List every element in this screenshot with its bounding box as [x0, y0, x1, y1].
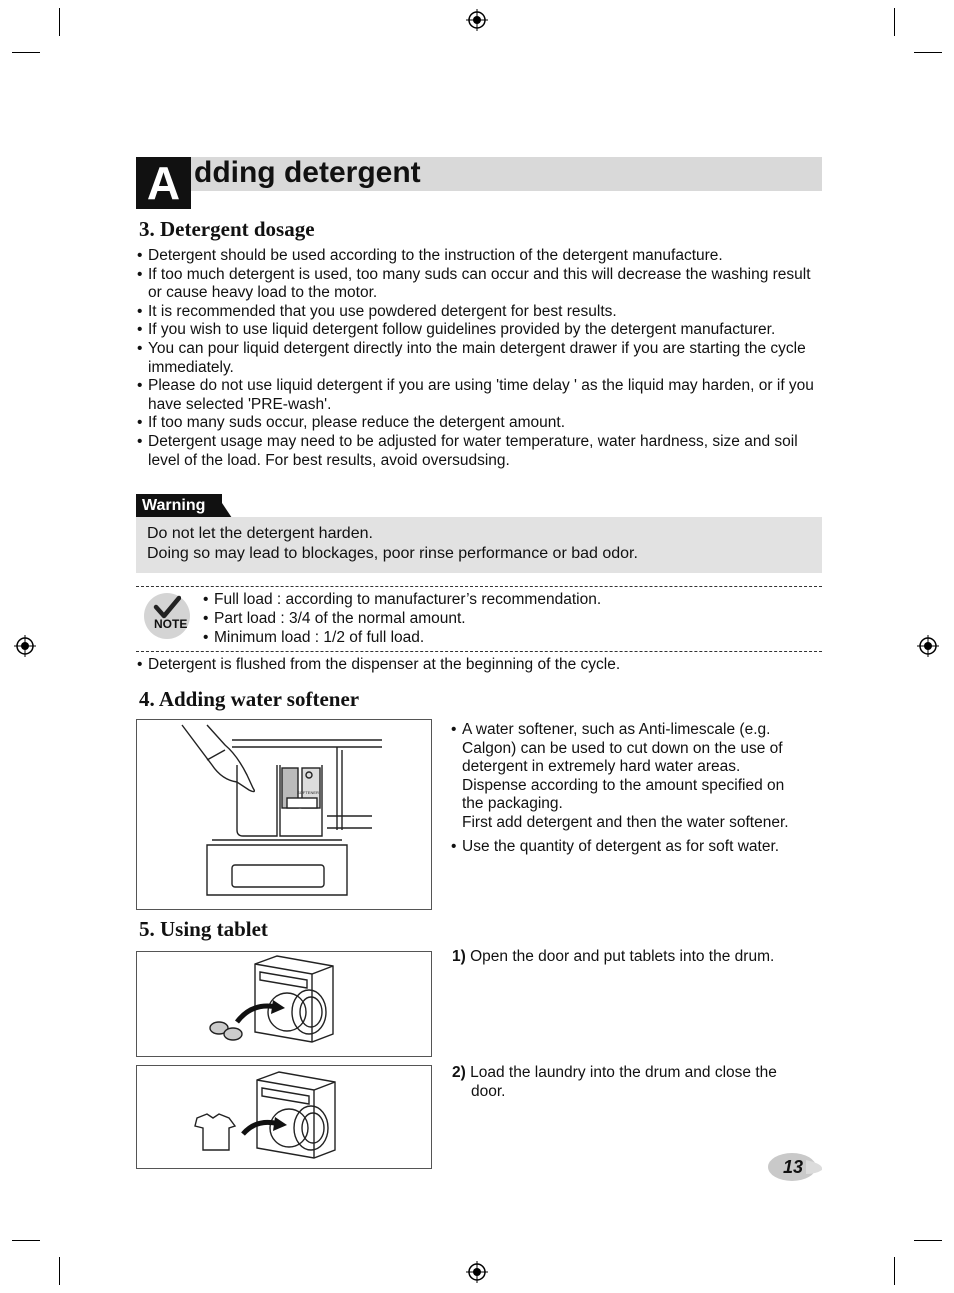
flush-note: [137, 656, 827, 675]
step-2: [452, 1064, 822, 1101]
step-1: [452, 948, 774, 967]
step-text-continued: door.: [471, 1082, 506, 1100]
checkmark-icon: [153, 595, 181, 619]
list-item: • Full load : according to manufacturer’s recommendation.: [203, 590, 803, 609]
tablet-illustration: [136, 951, 432, 1057]
crop-mark: [914, 52, 942, 53]
note-list: [203, 590, 803, 647]
list-item: • If you wish to use liquid detergent follow guidelines provided by the detergent manufacturer.: [137, 321, 827, 340]
section-heading-water-softener: 4. Adding water softener: [139, 687, 360, 711]
warning-line: Doing so may lead to blockages, poor rinse performance or bad odor.: [147, 545, 638, 562]
list-item: • Please do not use liquid detergent if you are using 'time delay ' as the liquid may harden, or if you have selected 'PRE-wash'.: [137, 377, 827, 414]
step-text: Open the door and put tablets into the drum.: [470, 948, 775, 965]
warning-tab-corner: [216, 494, 232, 518]
note-icon-label: NOTE: [154, 617, 188, 631]
list-item: • Minimum load : 1/2 of full load.: [203, 628, 803, 647]
registration-mark-icon: [466, 9, 488, 31]
section-heading-detergent-dosage: 3. Detergent dosage: [139, 217, 315, 241]
softener-illustration: [136, 719, 432, 910]
warning-label: Warning: [136, 494, 222, 518]
list-line: Dispense according to the amount specified on: [462, 776, 785, 794]
list-item: • You can pour liquid detergent directly into the main detergent drawer if you are starting the cycle immediately.: [137, 340, 827, 377]
softener-compartment-label: SOFTENER: [297, 790, 319, 795]
registration-mark-icon: [14, 635, 36, 657]
crop-mark: [12, 52, 40, 53]
crop-mark: [59, 8, 60, 36]
list-item: • If too much detergent is used, too many suds can occur and this will decrease the washing result or cause heavy load to the motor.: [137, 266, 827, 303]
registration-mark-icon: [917, 635, 939, 657]
washer-laundry-illustration: [137, 1066, 430, 1167]
laundry-illustration: [136, 1065, 432, 1169]
list-item: • Detergent usage may need to be adjusted for water temperature, water hardness, size and soil level of the load. For best results, avoid oversudsing.: [137, 433, 827, 470]
list-item: • Detergent is flushed from the dispenser at the beginning of the cycle.: [137, 656, 827, 675]
list-item: • Use the quantity of detergent as for soft water.: [451, 838, 826, 857]
crop-mark: [894, 8, 895, 36]
list-line: the packaging.: [462, 795, 563, 813]
note-icon: [144, 593, 190, 639]
list-item: • Part load : 3/4 of the normal amount.: [203, 609, 803, 628]
detergent-drawer-illustration: [137, 720, 430, 908]
crop-mark: [894, 1257, 895, 1285]
washer-tablet-illustration: [137, 952, 430, 1055]
crop-mark: [12, 1240, 40, 1241]
page-number: 13: [782, 1157, 804, 1177]
list-item: • If too many suds occur, please reduce the detergent amount.: [137, 414, 827, 433]
step-number: 2): [452, 1064, 466, 1081]
list-item: [451, 721, 826, 833]
detergent-dosage-list: [137, 247, 827, 470]
softener-list: [451, 721, 826, 856]
list-line: First add detergent and then the water softener.: [462, 813, 789, 831]
crop-mark: [59, 1257, 60, 1285]
divider: [136, 586, 822, 587]
list-item: • It is recommended that you use powdered detergent for best results.: [137, 303, 827, 322]
section-heading-using-tablet: 5. Using tablet: [139, 917, 268, 941]
step-number: 1): [452, 948, 466, 965]
list-item: • Detergent should be used according to the instruction of the detergent manufacture.: [137, 247, 827, 266]
list-line: • A water softener, such as Anti-limescale (e.g.: [462, 721, 771, 738]
step-text: Load the laundry into the drum and close the: [470, 1064, 777, 1081]
divider: [136, 651, 822, 652]
warning-line: Do not let the detergent harden.: [147, 525, 373, 542]
list-line: Calgon) can be used to cut down on the use of: [462, 739, 783, 757]
registration-mark-icon: [466, 1261, 488, 1283]
list-line: detergent in extremely hard water areas.: [462, 758, 741, 776]
crop-mark: [914, 1240, 942, 1241]
warning-box: [136, 517, 822, 573]
header-initial-letter: A: [136, 157, 191, 209]
page-number-badge: [766, 1152, 822, 1182]
page-title: dding detergent: [194, 156, 421, 189]
